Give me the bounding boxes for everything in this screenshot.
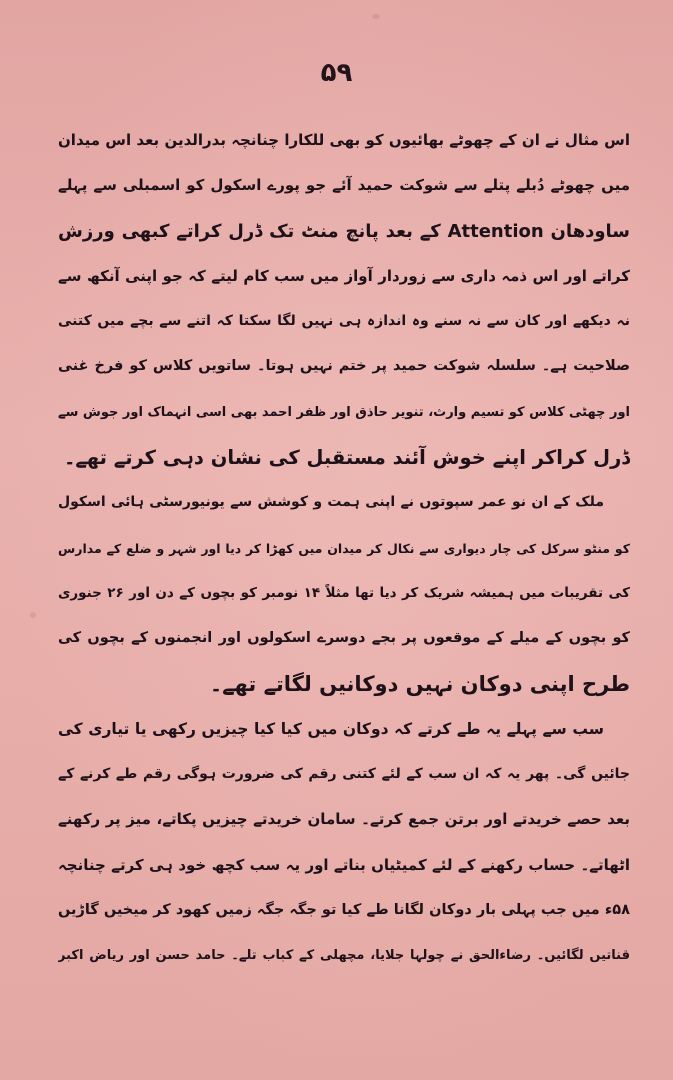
text-line: کو بچوں کے میلے کے موقعوں پر بجے دوسرے اسکولوں اور انجمنوں کے بچوں کی [58,630,630,647]
page-number: ۵۹ [320,58,353,88]
text-line: ۵۸ء میں جب پہلی بار دوکان لگانا طے کیا تو جگہ جگہ زمیں کھود کر میخیں گاڑیں [58,902,630,919]
text-line: بعد حصے خریدتے اور برتن جمع کرتے۔ سامان خریدتے چیزیں پکاتے، میز پر رکھنے [58,810,630,829]
text-line: جائیں گی۔ پھر یہ کہ ان سب کے لئے کتنی رقم کی ضرورت ہوگی رقم طے کرنے کے [58,766,630,783]
text-line: ڈرل کراکر اپنے خوش آئند مستقبل کی نشان دہی کرتے تھے۔ [63,446,630,470]
text-line: صلاحیت ہے۔ سلسلہ شوکت حمید پر ختم نہیں ہوتا۔ ساتویں کلاس کو فرخ غنی [58,358,630,375]
body-text [58,118,630,979]
text-line: قناتیں لگائیں۔ رضاءالحق نے چولہا جلایا، مچھلی کے کباب تلے۔ حامد حسن اور ریاض اکبر [58,948,630,964]
text-line: سب سے پہلے یہ طے کرتے کہ دوکان میں کیا کیا چیزیں رکھی یا تیاری کی [58,719,604,738]
text-line: کراتے اور اس ذمہ داری سے زوردار آواز میں سب کام لیتے کہ جو اپنی آنکھ سے [58,266,630,285]
paper-mark [372,14,380,19]
text-line: اور چھٹی کلاس کو تسیم وارث، تنویر حاذق اور ظفر احمد بھی اسی انہماک اور جوش سے [58,404,630,420]
text-line: کو منٹو سرکل کی چار دیواری سے نکال کر میدان میں کھڑا کر دیا اور شہر و ضلع کے مدارس [58,540,630,556]
text-line: ملک کے ان نو عمر سپوتوں نے اپنی ہمت و کوشش سے یونیورسٹی ہائی اسکول [58,494,604,511]
text-line: طرح اپنی دوکان نہیں دوکانیں لگاتے تھے۔ [209,671,630,696]
text-line: میں چھوٹے دُبلے پتلے سے شوکت حمید آئے جو پورے اسکول کو اسمبلی سے پہلے [58,176,630,195]
text-line: کی تقریبات میں ہمیشہ شریک کر دیا تھا مثلاً ۱۴ نومبر کو بچوں کے دن اور ۲۶ جنوری [58,584,630,601]
text-line: اٹھاتے۔ حساب رکھنے کے لئے کمیٹیاں بناتے اور یہ سب کچھ خود ہی کرتے چنانچہ [58,855,630,874]
text-line: ساودھان Attention کے بعد پانچ منٹ تک ڈرل کراتے کبھی ورزش [58,220,630,242]
paper-mark [30,612,36,618]
text-line: نہ دیکھے اور کان سے نہ سنے وہ اندازہ ہی نہیں لگا سکتا کہ اتنے سے بچے میں کتنی [58,313,630,330]
text-line: اس مثال نے ان کے چھوٹے بھائیوں کو بھی للکارا چنانچہ بدرالدین بعد اس میدان [58,131,630,149]
